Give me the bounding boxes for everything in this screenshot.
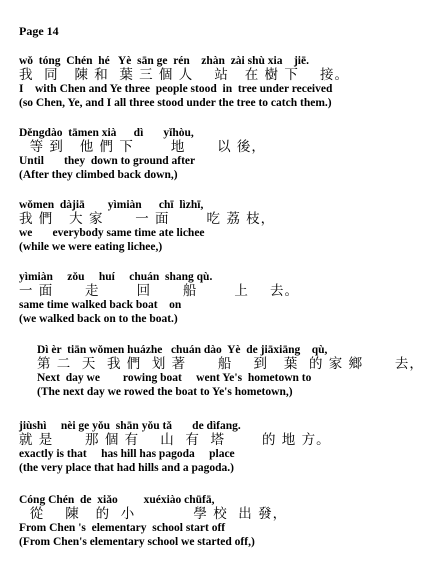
gloss-line: we everybody same time ate lichee <box>19 227 205 239</box>
hanzi-line: 我 同 陳 和 葉 三 個 人 站 在 樹 下 接。 <box>19 67 349 83</box>
translation-line: (From Chen's elementary school we started off,) <box>19 536 255 548</box>
pinyin-line: Cóng Chén de xiǎo xuéxiào chūfā, <box>19 494 215 506</box>
gloss-line: I with Chen and Ye three people stood in tree under received <box>19 83 333 95</box>
pinyin-line: yìmiàn zǒu huí chuán shang qù. <box>19 271 213 283</box>
sentence-block-6 <box>19 419 419 475</box>
sentence-block-2 <box>19 126 419 182</box>
pinyin-line: wǒmen dàjiā yìmiàn chī lìzhī, <box>19 199 204 211</box>
page-number: Page 14 <box>19 24 59 38</box>
sentence-block-1 <box>19 54 419 110</box>
hanzi-line: 從 陳 的 小 學 校 出 發， <box>19 506 288 522</box>
pinyin-line: Dì èr tiān wǒmen huázhe chuán dào Yè de jiāxiāng qù, <box>37 344 328 356</box>
translation-line: (while we were eating lichee,) <box>19 241 163 253</box>
pinyin-line: jiùshì nèi ge yǒu shān yǒu tǎ de dìfang. <box>19 420 241 432</box>
hanzi-line: 等 到 他 們 下 地 以 後， <box>19 139 266 155</box>
translation-line: (so Chen, Ye, and I all three stood under the tree to catch them.) <box>19 97 332 109</box>
gloss-line: From Chen 's elementary school start off <box>19 522 226 534</box>
sentence-block-7 <box>19 493 419 549</box>
translation-line: (The next day we rowed the boat to Ye's hometown,) <box>37 386 293 398</box>
gloss-line: Next day we rowing boat went Ye's hometown to <box>37 372 312 384</box>
hanzi-line: 第 二 天 我 們 划 著 船 到 葉 的 家 鄉 去， <box>37 356 424 372</box>
translation-line: (the very place that had hills and a pagoda.) <box>19 462 235 474</box>
sentence-block-3 <box>19 198 419 254</box>
translation-line: (we walked back on to the boat.) <box>19 313 178 325</box>
gloss-line: same time walked back boat on <box>19 299 182 311</box>
sentence-block-4 <box>19 270 419 326</box>
hanzi-line: 我 們 大 家 一 面 吃 荔 枝， <box>19 211 276 227</box>
gloss-line: exactly is that has hill has pagoda place <box>19 448 235 460</box>
hanzi-line: 一 面 走 回 船 上 去。 <box>19 283 300 299</box>
translation-line: (After they climbed back down,) <box>19 169 178 181</box>
gloss-line: Until they down to ground after <box>19 155 196 167</box>
sentence-block-5 <box>37 343 425 399</box>
pinyin-line: wǒ tóng Chén hé Yè sān ge rén zhàn zài shù xia jiē. <box>19 55 309 67</box>
hanzi-line: 就 是 那 個 有 山 有 塔 的 地 方。 <box>19 432 331 448</box>
pinyin-line: Děngdào tāmen xià dì yǐhòu, <box>19 127 194 139</box>
